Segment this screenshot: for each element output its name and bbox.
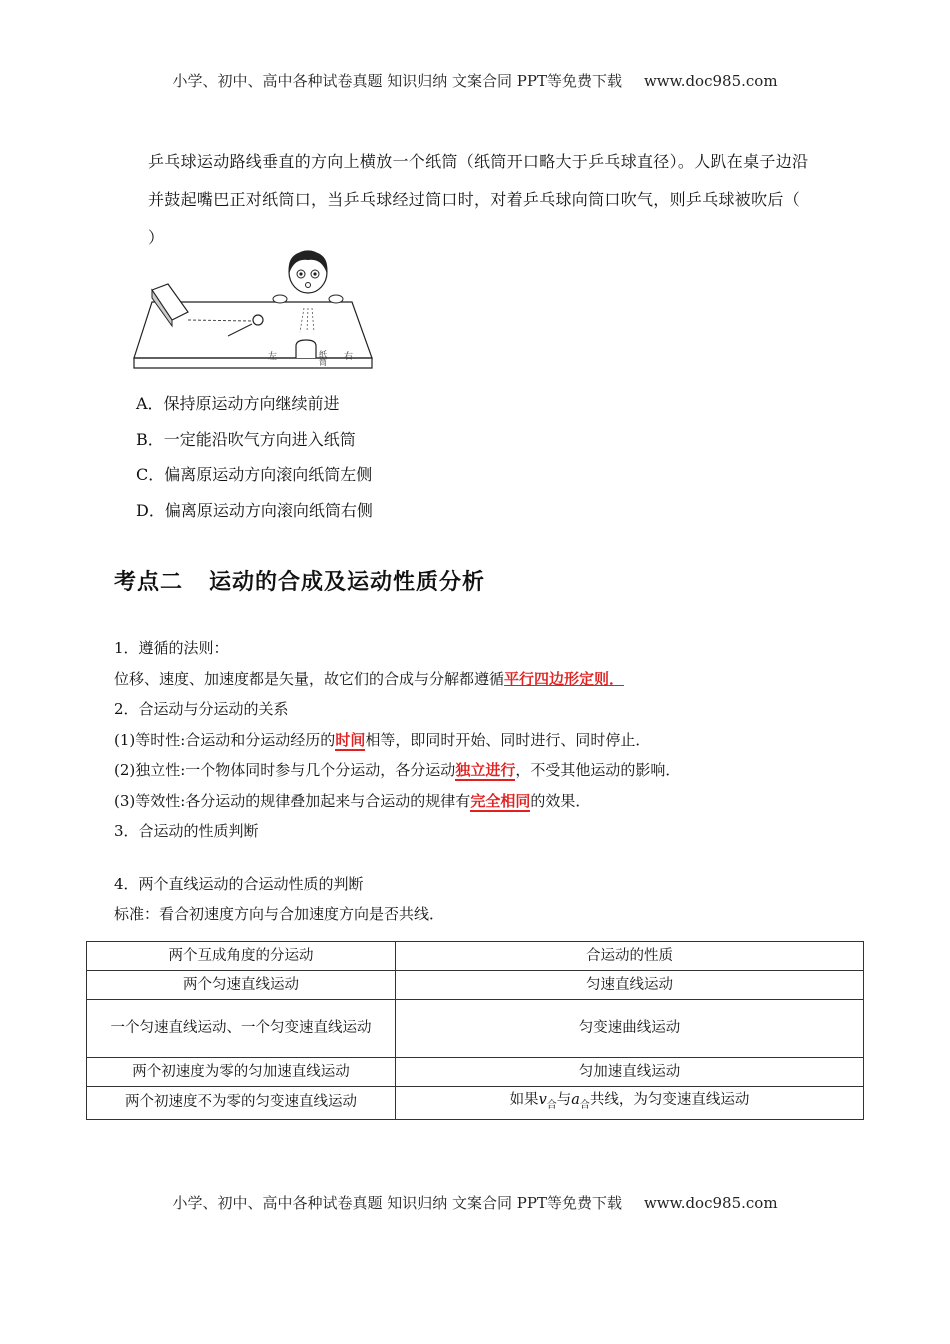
isochronism-highlight: 时间 [335,730,366,749]
nature-heading: 3．合运动的性质判断 [114,822,259,840]
table-cell: 两个初速度不为零的匀变速直线运动 [87,1087,396,1120]
option-d[interactable]: D．偏离原运动方向滚向纸筒右侧 [136,500,373,520]
ball [253,315,263,325]
paper-tube [296,340,316,358]
table-cell [396,1087,864,1120]
table-header-row [87,942,864,971]
table-cell: 匀速直线运动 [396,971,864,1000]
section-number: 考点二 [114,570,184,595]
option-a[interactable]: A．保持原运动方向继续前进 [136,394,340,413]
var-v: v [538,1092,547,1108]
judgement-heading: 4．两个直线运动的合运动性质的判断 [114,874,364,893]
rule-heading: 1．遵循的法则： [114,639,229,657]
relation-heading: 2．合运动与分运动的关系 [114,700,289,718]
table-edge [134,358,372,368]
question-line-1: 乒乓球运动路线垂直的方向上横放一个纸筒（纸筒开口略大于乒乓球直径）。人趴在桌子边沿 [148,152,809,171]
section-name: 运动的合成及运动性质分析 [209,570,486,595]
option-c[interactable]: C．偏离原运动方向滚向纸筒左侧 [136,465,373,484]
person-hand [329,295,343,303]
arrow [228,324,252,336]
section-content [114,636,874,933]
blow-line [312,308,314,332]
var-a: a [571,1092,580,1108]
spacer [114,850,874,872]
isochronism-post: 相等，即同时开始、同时进行、同时停止． [365,730,651,749]
equivalence-highlight: 完全相同 [470,791,531,810]
judgement-standard: 标准：看合初速度方向与合加速度方向是否共线． [114,905,445,923]
equivalence-post: 的效果． [530,791,591,810]
independence-highlight: 独立进行 [455,761,516,779]
rule-text-pre: 位移、速度、加速度都是矢量，故它们的合成与分解都遵循 [114,669,505,688]
header-url[interactable]: www.doc985.com [643,72,778,90]
table-cell: 一个匀速直线运动、一个匀变速直线运动 [87,1000,396,1058]
table-row [87,1058,864,1087]
motion-table [86,941,864,1120]
table-cell: 匀加速直线运动 [396,1058,864,1087]
table-cell: 两个初速度为零的匀加速直线运动 [87,1058,396,1087]
section-title [114,565,485,596]
footer-text: 小学、初中、高中各种试卷真题 知识归纳 文案合同 PPT等免费下载 [172,1194,622,1212]
table-header-cell: 合运动的性质 [396,942,864,971]
label-left: 左 [268,352,278,362]
table-cell: 两个匀速直线运动 [87,971,396,1000]
header-text: 小学、初中、高中各种试卷真题 知识归纳 文案合同 PPT等免费下载 [172,72,622,90]
var-v-subscript: 合 [546,1099,557,1111]
answer-options [136,392,373,534]
table-row [87,971,864,1000]
rule-highlight: 平行四边形定则． [504,669,625,688]
person-hand [273,295,287,303]
pupil [313,272,316,275]
isochronism-pre: (1)等时性:合运动和分运动经历的 [114,730,336,749]
independence-post: ，不受其他运动的影响． [515,761,681,779]
page-footer [0,1192,950,1213]
pupil [299,272,302,275]
blow-line [307,308,308,332]
table-header-cell: 两个互成角度的分运动 [87,942,396,971]
table-cell: 匀变速曲线运动 [396,1000,864,1058]
ball-path [188,320,252,321]
relation-independence [114,758,874,789]
question-line-3: ） [148,228,165,247]
table-row [87,1000,864,1058]
question-line-2: 并鼓起嘴巴正对纸筒口，当乒乓球经过筒口时，对着乒乓球向筒口吹气，则乒乓球被吹后（ [148,190,801,209]
figure-drawing [132,250,377,375]
label-right: 右 [344,352,354,362]
cell-text: 与 [556,1092,572,1108]
rule-text [114,667,874,698]
equivalence-pre: (3)等效性:各分运动的规律叠加起来与合运动的规律有 [114,791,471,810]
ping-pong-figure [132,250,377,375]
table-row [87,1087,864,1120]
blow-line [300,308,304,332]
relation-isochronism [114,728,874,759]
page-header [0,70,950,91]
relation-equivalence [114,789,874,820]
option-b[interactable]: B．一定能沿吹气方向进入纸筒 [136,429,356,449]
var-a-subscript: 合 [579,1099,590,1111]
independence-pre: (2)独立性:一个物体同时参与几个分运动，各分运动 [114,761,456,779]
cell-text: 如果 [509,1092,539,1108]
cell-text: 共线，为匀变速直线运动 [589,1092,750,1108]
footer-url[interactable]: www.doc985.com [643,1194,778,1212]
label-tube: 纸筒 [318,350,328,366]
question-text [148,143,848,257]
